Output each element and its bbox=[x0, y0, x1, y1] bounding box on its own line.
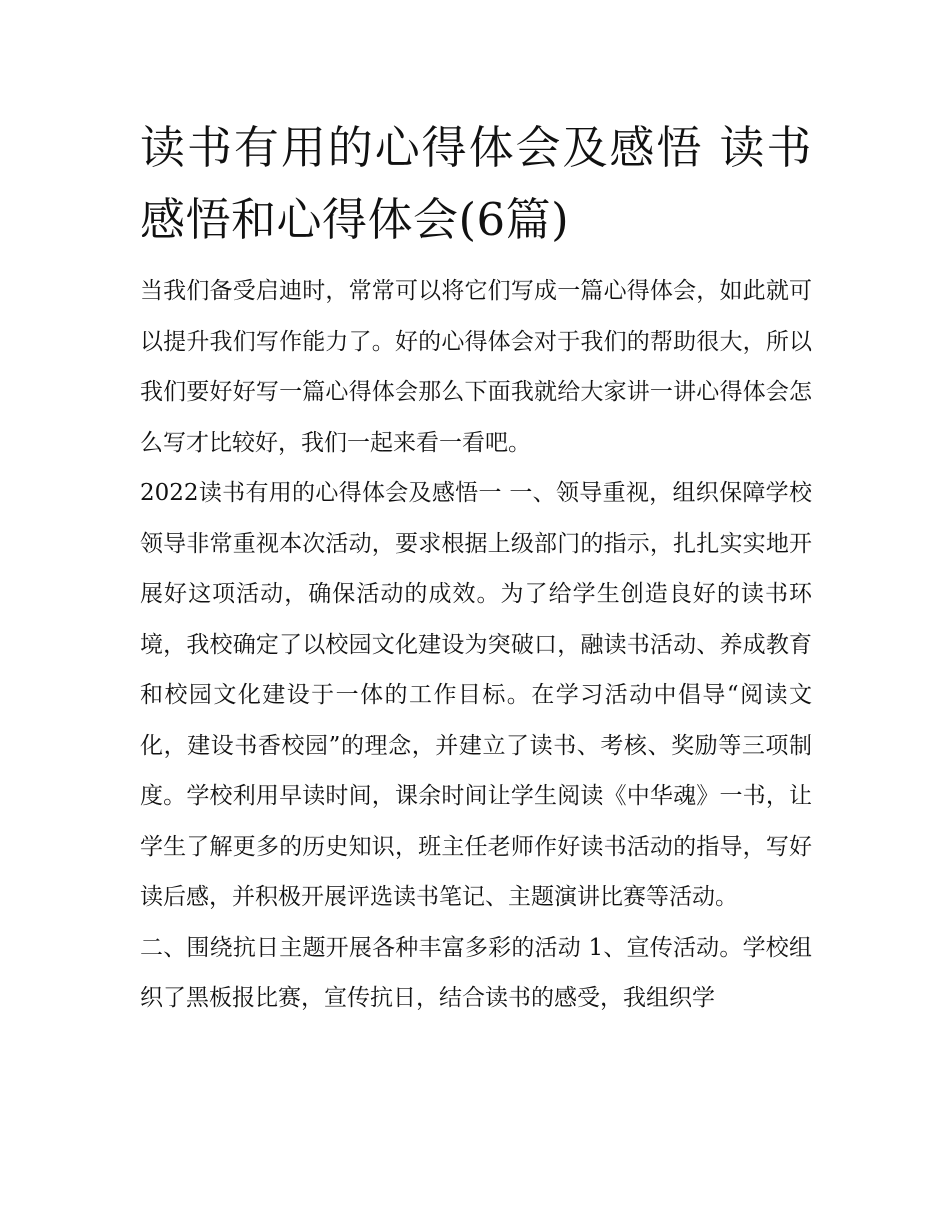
section-one-paragraph: 2022读书有用的心得体会及感悟一 一、领导重视，组织保障学校领导非常重视本次活动，要求根据上级部门的指示，扎扎实实地开展好这项活动，确保活动的成效。为了给学生创造良好的读书环境，我校确定了以校园文化建设为突破口，融读书活动、养成教育和校园文化建设于一体的工作目标。在学习活动中倡导“阅读文化，建设书香校园”的理念，并建立了读书、考核、奖励等三项制度。学校利用早读时间，课余时间让学生阅读《中华魂》一书，让学生了解更多的历史知识，班主任老师作好读书活动的指导，写好读后感，并积极开展评选读书笔记、主题演讲比赛等活动。 bbox=[140, 480, 812, 910]
document-page bbox=[140, 112, 812, 1024]
section-two-paragraph: 二、围绕抗日主题开展各种丰富多彩的活动 1、宣传活动。学校组织了黑板报比赛，宣传抗日，结合读书的感受，我组织学 bbox=[140, 934, 812, 1011]
document-title: 读书有用的心得体会及感悟 读书感悟和心得体会(6篇) bbox=[140, 121, 812, 246]
intro-paragraph: 当我们备受启迪时，常常可以将它们写成一篇心得体会，如此就可以提升我们写作能力了。好的心得体会对于我们的帮助很大，所以我们要好好写一篇心得体会那么下面我就给大家讲一讲心得体会怎么写才比较好，我们一起来看一看吧。 bbox=[140, 278, 812, 456]
